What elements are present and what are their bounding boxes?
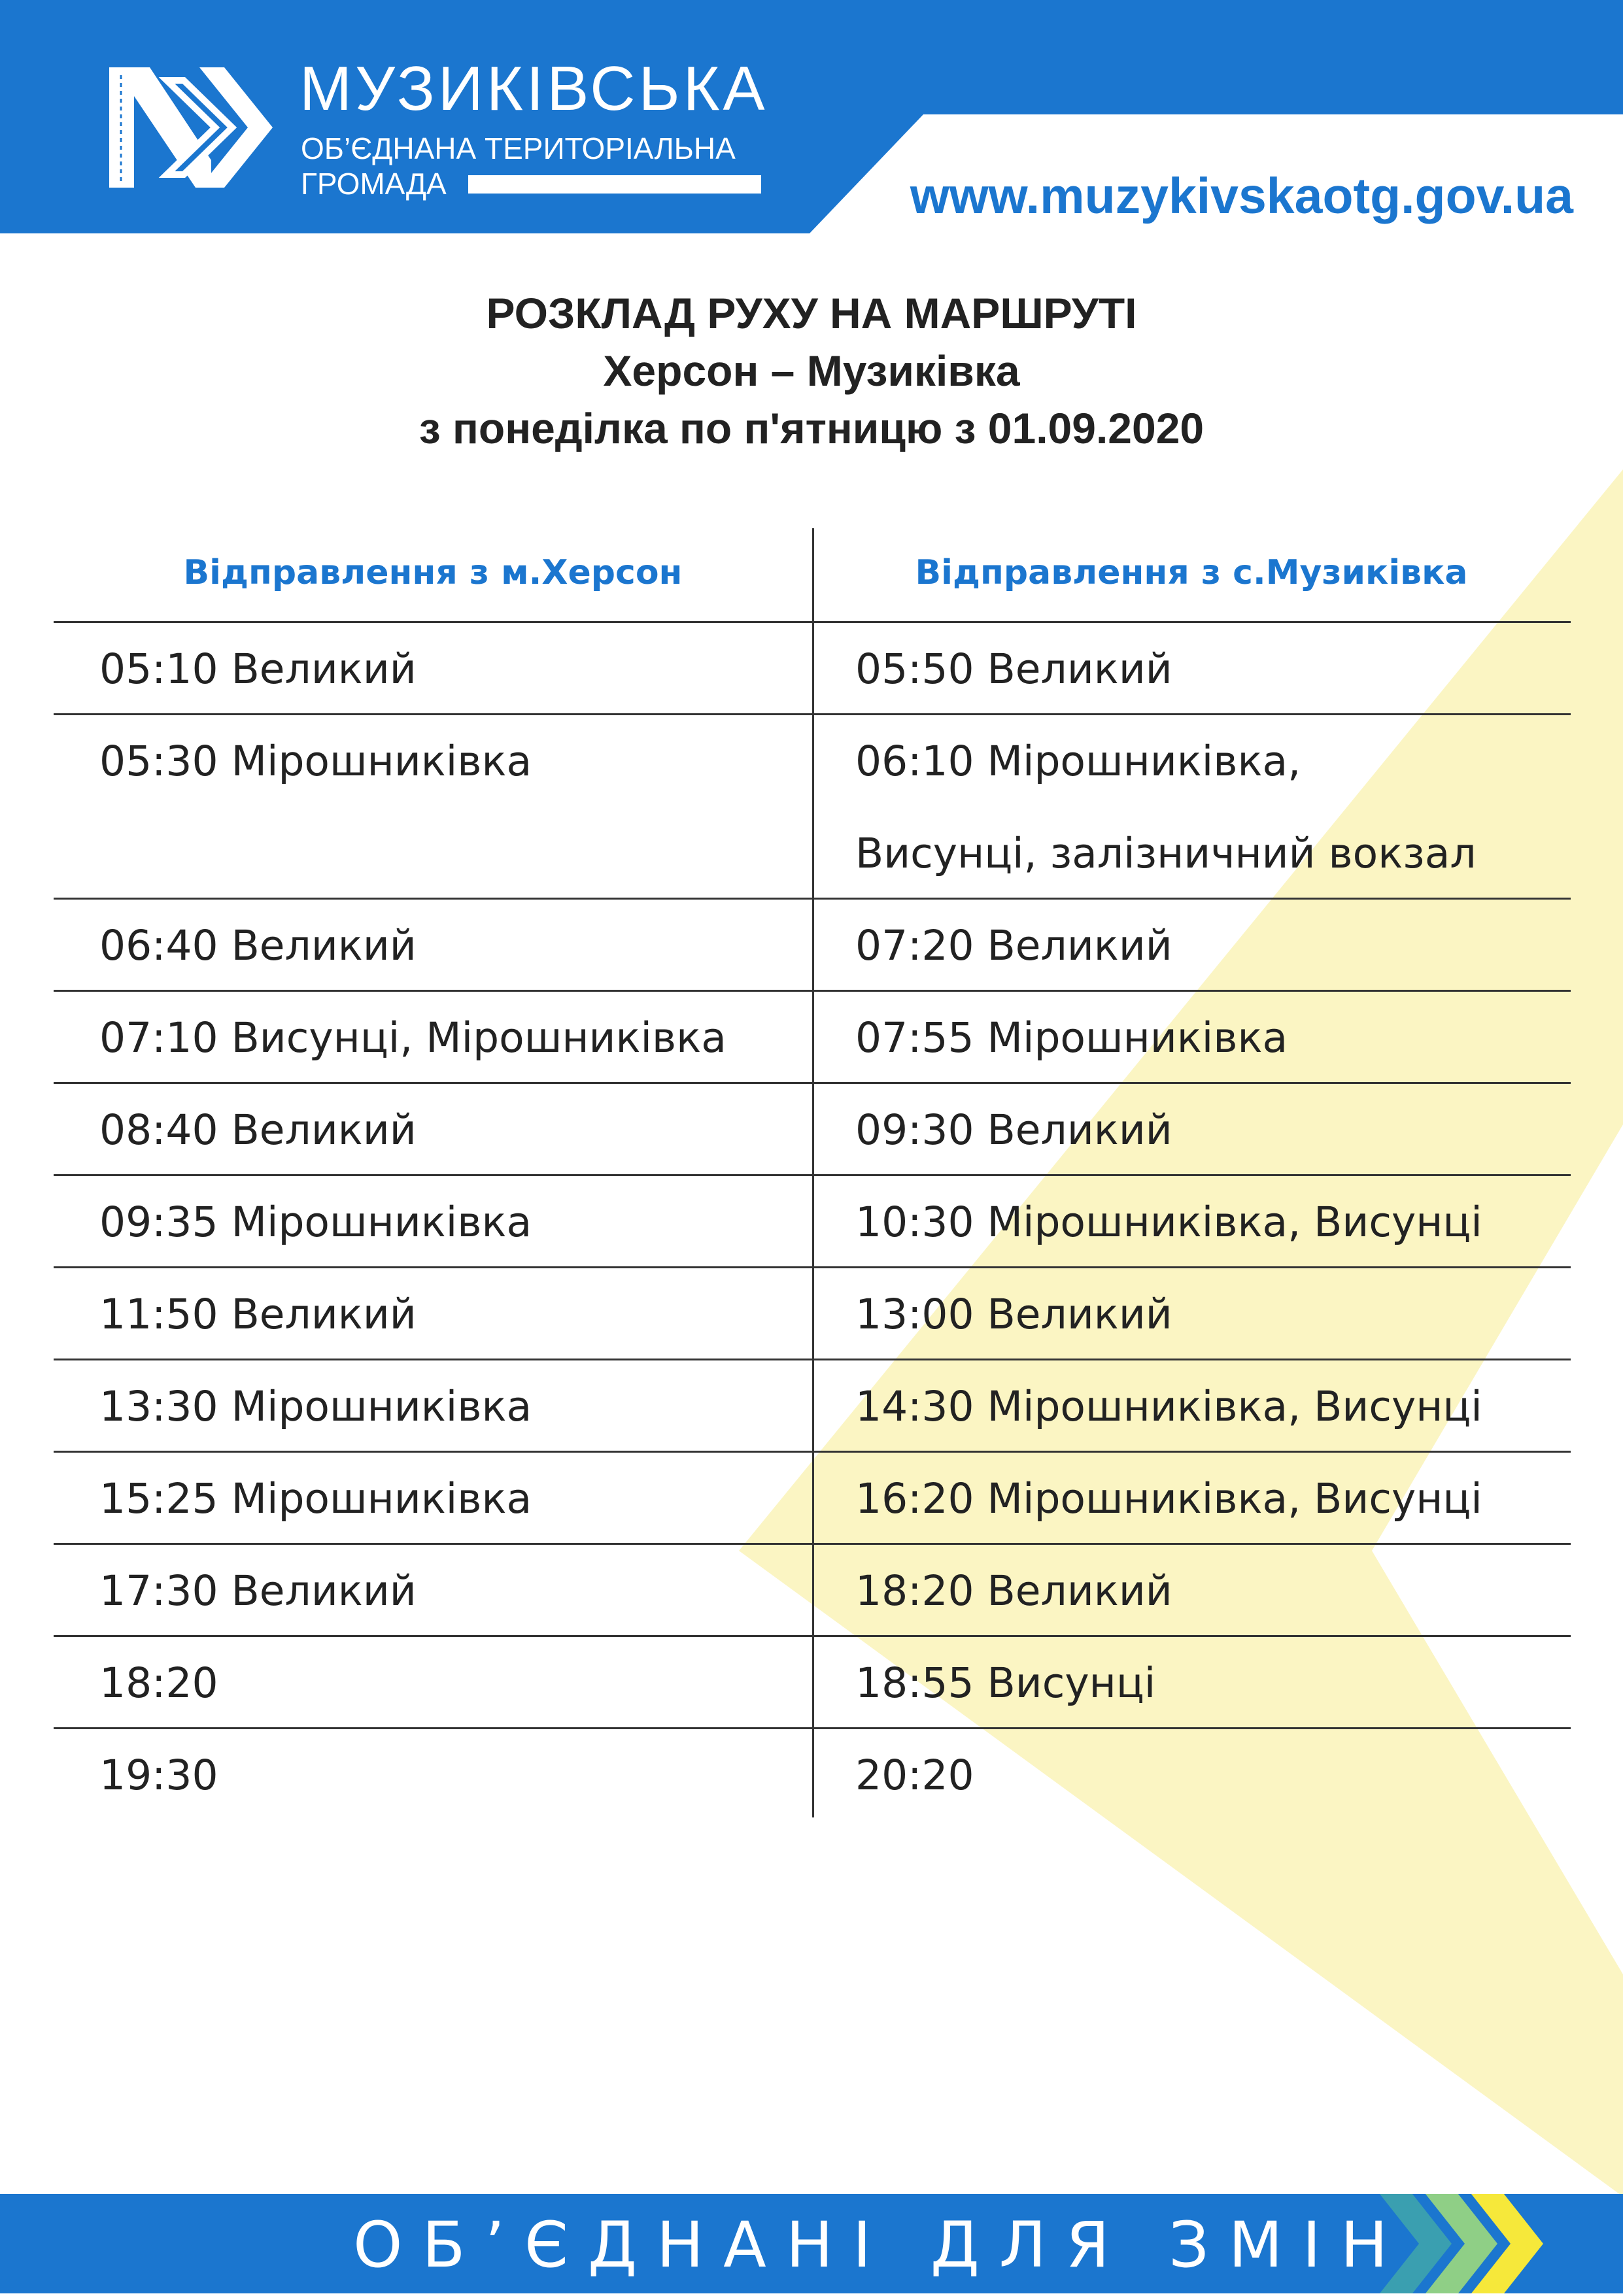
row-divider: [54, 621, 812, 623]
departure-kherson-cell: 11:50 Великий: [99, 1291, 417, 1338]
departure-muzykivka-cell: 18:55 Висунці: [855, 1659, 1156, 1707]
org-name: МУЗИКІВСЬКА: [299, 54, 768, 124]
departure-muzykivka-cell: 06:10 Мірошниківка,: [855, 737, 1301, 785]
row-divider: [812, 1543, 1571, 1545]
column-header-from-kherson: Відправлення з м.Херсон: [183, 553, 683, 592]
departure-muzykivka-cell: 20:20: [855, 1751, 974, 1799]
footer-slogan: ОБ’ЄДНАНІ ДЛЯ ЗМІН: [353, 2208, 1408, 2282]
row-divider: [812, 621, 1571, 623]
website-link[interactable]: www.muzykivskaotg.gov.ua: [910, 168, 1573, 224]
departure-kherson-cell: 18:20: [99, 1659, 218, 1707]
departure-kherson-cell: 07:10 Висунці, Мірошниківка: [99, 1014, 726, 1062]
departure-muzykivka-cell: 07:20 Великий: [855, 922, 1172, 970]
departure-kherson-cell: 13:30 Мірошниківка: [99, 1383, 532, 1430]
page-title: РОЗКЛАД РУХУ НА МАРШРУТІ: [486, 289, 1137, 337]
chevron-arrows-icon: [1380, 2194, 1576, 2293]
org-subtitle-line1: ОБ’ЄДНАНА ТЕРИТОРІАЛЬНА: [301, 131, 736, 165]
departure-kherson-cell: 05:10 Великий: [99, 645, 417, 693]
departure-muzykivka-cell: 09:30 Великий: [855, 1106, 1172, 1154]
row-divider: [812, 1451, 1571, 1453]
departure-kherson-cell: 09:35 Мірошниківка: [99, 1198, 532, 1246]
schedule-period: з понеділка по п'ятницю з 01.09.2020: [419, 404, 1204, 452]
column-header-from-muzykivka: Відправлення з с.Музиківка: [915, 553, 1468, 592]
row-divider: [54, 713, 812, 715]
row-divider: [54, 898, 812, 900]
row-divider: [54, 990, 812, 992]
departure-muzykivka-cell: 10:30 Мірошниківка, Висунці: [855, 1198, 1482, 1246]
row-divider: [812, 713, 1571, 715]
org-subtitle-line2: ГРОМАДА: [301, 167, 447, 201]
departure-kherson-cell: 17:30 Великий: [99, 1567, 417, 1615]
row-divider: [812, 1082, 1571, 1084]
departure-muzykivka-cell: 13:00 Великий: [855, 1291, 1172, 1338]
row-divider: [54, 1174, 812, 1176]
departure-kherson-cell: 06:40 Великий: [99, 922, 417, 970]
row-divider: [812, 990, 1571, 992]
column-divider: [812, 528, 814, 1817]
departure-kherson-cell: 15:25 Мірошниківка: [99, 1475, 532, 1523]
row-divider: [812, 1635, 1571, 1637]
departure-kherson-cell: 05:30 Мірошниківка: [99, 737, 532, 785]
row-divider: [812, 1727, 1571, 1729]
route-name: Херсон – Музиківка: [603, 346, 1020, 395]
row-divider: [54, 1266, 812, 1268]
departure-muzykivka-cell: 07:55 Мірошниківка: [855, 1014, 1288, 1062]
row-divider: [54, 1543, 812, 1545]
departure-muzykivka-cell: 16:20 Мірошниківка, Висунці: [855, 1475, 1482, 1523]
departure-kherson-cell: 19:30: [99, 1751, 218, 1799]
row-divider: [812, 898, 1571, 900]
departure-muzykivka-cell: 18:20 Великий: [855, 1567, 1172, 1615]
departure-kherson-cell: 08:40 Великий: [99, 1106, 417, 1154]
row-divider: [812, 1359, 1571, 1360]
departure-muzykivka-cell-line2: Висунці, залізничний вокзал: [855, 830, 1477, 877]
row-divider: [812, 1266, 1571, 1268]
row-divider: [54, 1727, 812, 1729]
row-divider: [54, 1359, 812, 1360]
departure-muzykivka-cell: 14:30 Мірошниківка, Висунці: [855, 1383, 1482, 1430]
departure-muzykivka-cell: 05:50 Великий: [855, 645, 1172, 693]
row-divider: [54, 1451, 812, 1453]
row-divider: [54, 1082, 812, 1084]
row-divider: [812, 1174, 1571, 1176]
row-divider: [54, 1635, 812, 1637]
